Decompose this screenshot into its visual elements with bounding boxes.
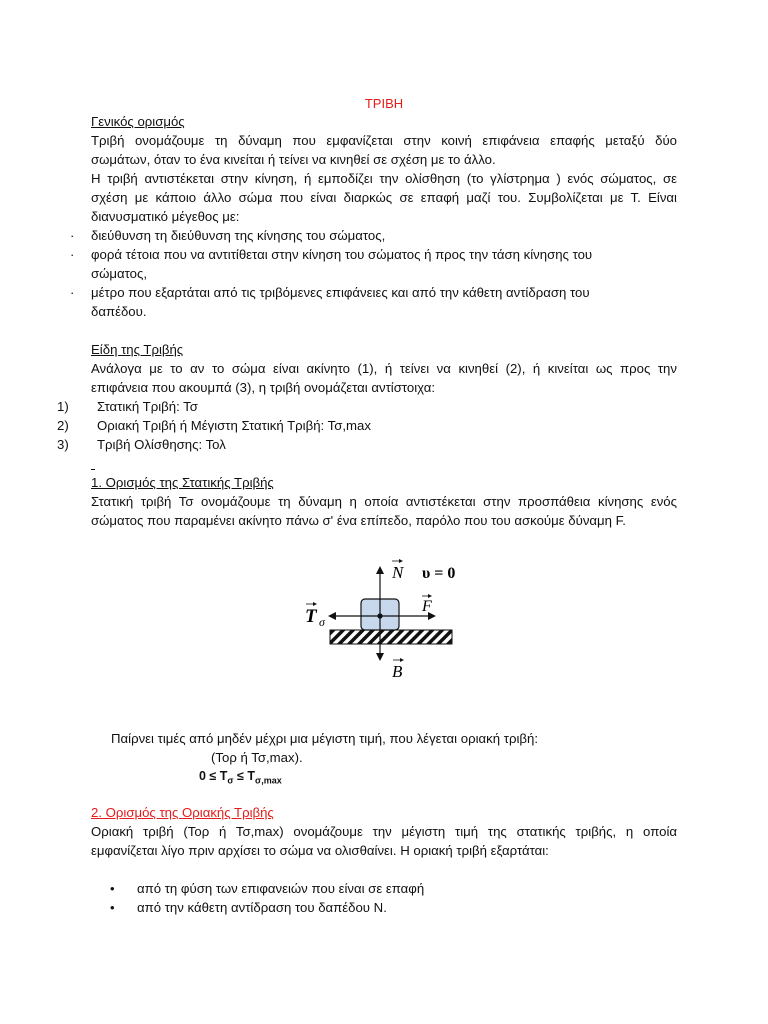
types-section: [91, 340, 677, 397]
list-item-text: Οριακή Τριβή ή Μέγιστη Στατική Τριβή: Τσ,max: [97, 418, 371, 433]
force-diagram: [300, 552, 480, 682]
general-section: [91, 112, 677, 226]
list-number: 1): [57, 399, 69, 414]
paragraph-line: Ανάλογα με το αν το σώμα είναι ακίνητο (1), ή τείνει να κινηθεί (2), ή κινείται ως προς την: [91, 361, 677, 376]
ground-surface: [330, 630, 452, 644]
paragraph-line: Οριακή τριβή (Τορ ή Τσ,max) ονομάζουμε την μέγιστη τιμή της στατικής τριβής, η οποία: [91, 824, 677, 839]
underline-mark: [91, 469, 95, 470]
paragraph-line: επιφάνεια που ακουμπά (3), η τριβή ονομάζεται αντίστοιχα:: [91, 380, 436, 395]
paragraph-line: Στατική τριβή Τσ ονομάζουμε τη δύναμη η οποία αντιστέκεται στην προσπάθεια κίνησης ενός: [91, 494, 677, 509]
bullet-marker: •: [110, 881, 115, 896]
paragraph-line: σχέση με κάποιο άλλο σώμα που είναι διαρκώς σε επαφή μαζί του. Συμβολίζεται με Τ. Είναι: [91, 190, 677, 205]
inequality: [199, 767, 282, 791]
inequality-left: 0 ≤ T: [199, 769, 228, 783]
weight-label: B: [392, 662, 403, 681]
friction-arrowhead: [328, 612, 336, 620]
list-item-text: διεύθυνση τη διεύθυνση της κίνησης του σώματος,: [91, 228, 386, 243]
velocity-label: υ = 0: [422, 565, 456, 582]
section-heading-general: Γενικός ορισμός: [91, 114, 185, 129]
inequality-right-subscript: σ,max: [255, 775, 282, 786]
weight-arrowhead: [376, 653, 384, 661]
range-text-notation: (Τορ ή Τσ,max).: [211, 750, 303, 765]
list-item-text: μέτρο που εξαρτάται από τις τριβόμενες επιφάνειες και από την κάθετη αντίδραση του: [91, 285, 590, 300]
bullet-marker: •: [110, 900, 115, 915]
paragraph-line: εμφανίζεται λίγο πριν αρχίσει το σώμα να ολισθαίνει. Η οριακή τριβή εξαρτάται:: [91, 843, 549, 858]
list-item: [91, 283, 677, 321]
paragraph-line: Η τριβή αντιστέκεται στην κίνηση, ή εμποδίζει την ολίσθηση (το γλίστρημα ) ενός σώματος, σε: [91, 171, 677, 186]
section-heading-types: Είδη της Τριβής: [91, 342, 184, 357]
list-item-text: Στατική Τριβή: Τσ: [97, 399, 198, 414]
section-heading-static: 1. Ορισμός της Στατικής Τριβής: [91, 475, 274, 490]
list-item-text: από την κάθετη αντίδραση του δαπέδου Ν.: [137, 900, 387, 915]
applied-force-label: F: [422, 598, 432, 615]
section-heading-limit: 2. Ορισμός της Οριακής Τριβής: [91, 805, 274, 820]
paragraph-line: σώματος που παραμένει ακίνητο πάνω σ' ένα επίπεδο, παρόλο που του ασκούμε δύναμη F.: [91, 513, 626, 528]
friction-label-subscript: σ: [319, 615, 325, 629]
static-section: [91, 473, 677, 530]
range-text: Παίρνει τιμές από μηδέν μέχρι μια μέγιστη τιμή, που λέγεται οριακή τριβή:: [111, 731, 538, 746]
inequality-mid: ≤ T: [233, 769, 256, 783]
document-title: ΤΡΙΒΗ: [364, 96, 404, 111]
paragraph-line: Τριβή ονομάζουμε τη δύναμη που εμφανίζεται στην κοινή επιφάνεια επαφής μεταξύ δύο: [91, 133, 677, 148]
list-item-text: φορά τέτοια που να αντιτίθεται στην κίνηση του σώματος ή προς την τάση κίνησης του: [91, 247, 593, 262]
friction-label: T: [305, 606, 317, 627]
list-item: [91, 245, 677, 283]
paragraph-line: σωμάτων, όταν το ένα κινείται ή τείνει να κινηθεί σε σχέση με το άλλο.: [91, 152, 496, 167]
inequality-left-subscript: σ: [227, 775, 234, 786]
paragraph-line: διανυσματικό μέγεθος με:: [91, 209, 240, 224]
list-item-text: από τη φύση των επιφανειών που είναι σε επαφή: [137, 881, 425, 896]
limit-section: [91, 803, 677, 860]
list-item: [91, 226, 677, 245]
list-number: 2): [57, 418, 69, 433]
normal-force-arrowhead: [376, 566, 384, 574]
list-item-text: σώματος,: [91, 266, 148, 281]
list-item-text: δαπέδου.: [91, 304, 147, 319]
normal-force-label: N: [392, 563, 404, 582]
list-item-text: Τριβή Ολίσθησης: Τολ: [97, 437, 226, 452]
bullet-marker: ·: [70, 228, 75, 243]
list-number: 3): [57, 437, 69, 452]
bullet-marker: ·: [70, 247, 75, 262]
bullet-marker: ·: [70, 285, 75, 300]
